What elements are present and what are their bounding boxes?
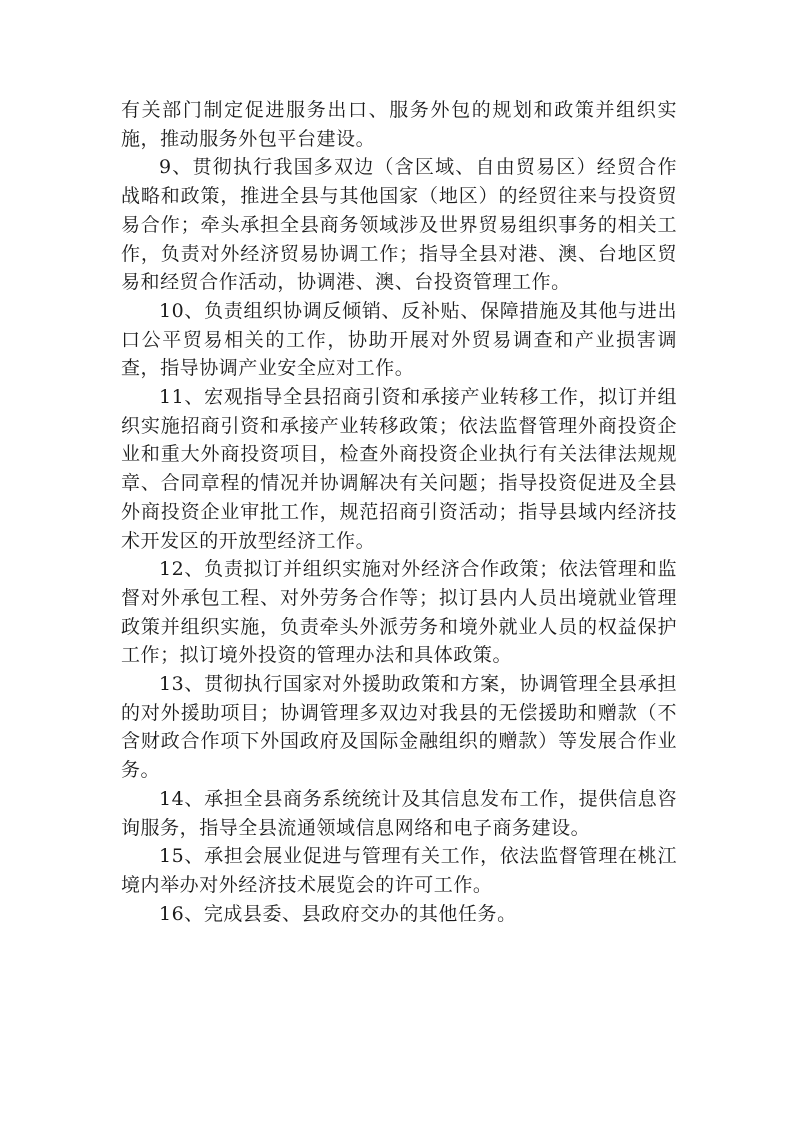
paragraph-item-16: 16、完成县委、县政府交办的其他任务。 xyxy=(159,902,517,925)
paragraph-item-13: 13、贯彻执行国家对外援助政策和方案，协调管理全县承担的对外援助项目；协调管理多双边对我县的无偿援助和赠款（不含财政合作项下外国政府及国际金融组织的赠款）等发展合作业务。 xyxy=(121,673,677,782)
paragraph-item-9: 9、贯彻执行我国多双边（含区域、自由贸易区）经贸合作战略和政策，推进全县与其他国家（地区）的经贸往来与投资贸易合作；牵头承担全县商务领域涉及世界贸易组织事务的相关工作，负责对外经济贸易协调工作；指导全县对港、澳、台地区贸易和经贸合作活动，协调港、澳、台投资管理工作。 xyxy=(121,156,677,294)
paragraph-item-12: 12、负责拟订并组织实施对外经济合作政策；依法管理和监督对外承包工程、对外劳务合作等；拟订县内人员出境就业管理政策并组织实施，负责牵头外派劳务和境外就业人员的权益保护工作；拟订境外投资的管理办法和具体政策。 xyxy=(121,558,677,667)
paragraph-item-11: 11、宏观指导全县招商引资和承接产业转移工作，拟订并组织实施招商引资和承接产业转移政策；依法监督管理外商投资企业和重大外商投资项目，检查外商投资企业执行有关法律法规规章、合同章程的情况并协调解决有关问题；指导投资促进及全县外商投资企业审批工作，规范招商引资活动；指导县域内经济技术开发区的开放型经济工作。 xyxy=(121,386,677,552)
paragraph-item-10: 10、负责组织协调反倾销、反补贴、保障措施及其他与进出口公平贸易相关的工作，协助开展对外贸易调查和产业损害调查，指导协调产业安全应对工作。 xyxy=(121,299,677,380)
paragraph-item-15: 15、承担会展业促进与管理有关工作，依法监督管理在桃江境内举办对外经济技术展览会的许可工作。 xyxy=(121,845,677,896)
document-body xyxy=(121,96,677,928)
paragraph-continuation: 有关部门制定促进服务出口、服务外包的规划和政策并组织实施，推动服务外包平台建设。 xyxy=(121,99,677,150)
paragraph-item-14: 14、承担全县商务系统统计及其信息发布工作，提供信息咨询服务，指导全县流通领域信息网络和电子商务建设。 xyxy=(121,787,677,839)
